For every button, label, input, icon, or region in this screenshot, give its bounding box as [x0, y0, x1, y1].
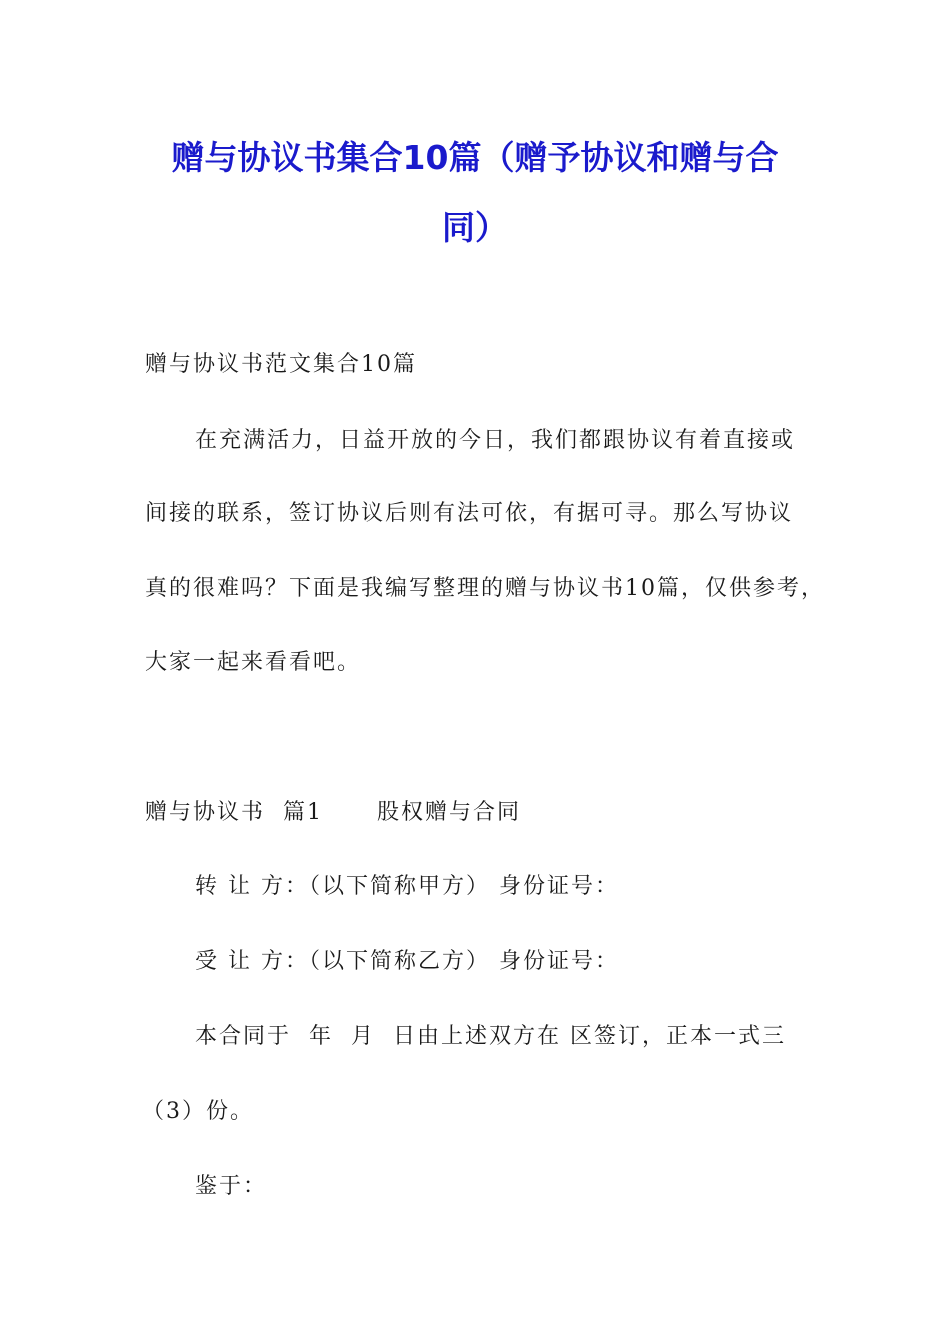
document-title-line-2: 同） — [442, 208, 508, 247]
contract-clause-line-2: （3）份。 — [142, 1099, 254, 1124]
document-title-line-1: 赠与协议书集合10篇（赠予协议和赠与合 — [171, 138, 779, 177]
whereas-label: 鉴于： — [195, 1174, 268, 1199]
intro-paragraph-line-1: 在充满活力，日益开放的今日，我们都跟协议有着直接或 — [195, 428, 796, 453]
transferor-line: 转 让 方：（以下简称甲方） 身份证号： — [195, 874, 619, 899]
intro-paragraph-line-2: 间接的联系，签订协议后则有法可依，有据可寻。那么写协议 — [145, 501, 794, 526]
contract-clause-line-1: 本合同于 年 月 日由上述双方在 区签订，正本一式三 — [195, 1024, 786, 1049]
subtitle: 赠与协议书范文集合10篇 — [145, 352, 417, 377]
section-heading: 赠与协议书 篇1 股权赠与合同 — [145, 800, 521, 825]
intro-paragraph-line-4: 大家一起来看看吧。 — [145, 650, 362, 675]
intro-paragraph-line-3: 真的很难吗？下面是我编写整理的赠与协议书10篇，仅供参考， — [145, 576, 825, 601]
transferee-line: 受 让 方：（以下简称乙方） 身份证号： — [195, 949, 619, 974]
